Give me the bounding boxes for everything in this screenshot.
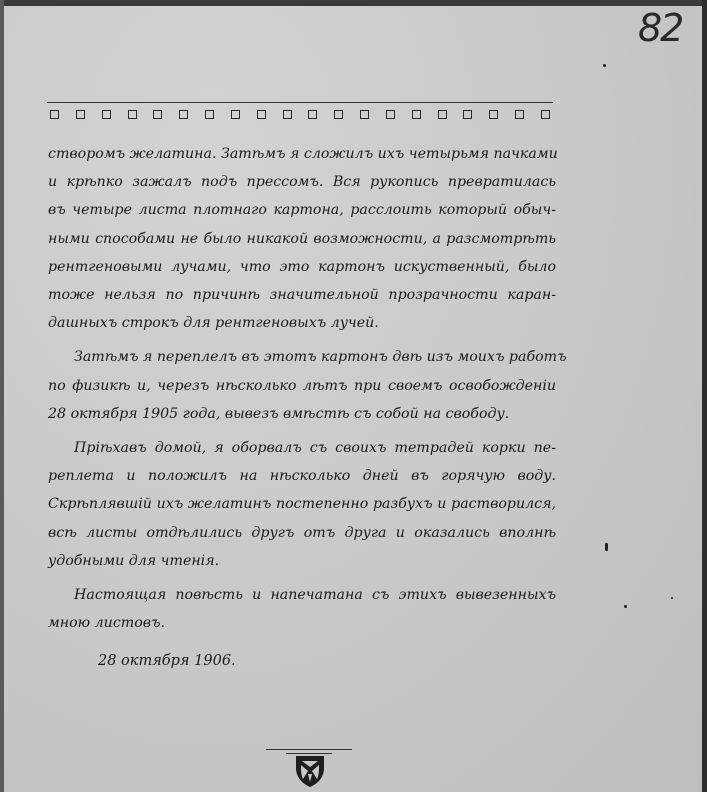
paragraph-1 xyxy=(48,140,556,337)
border-square xyxy=(334,110,343,119)
text-line: въ четыре листа плотнаго картона, расслоить который обыч- xyxy=(48,202,556,219)
border-square xyxy=(541,110,550,119)
publisher-emblem-icon xyxy=(293,754,327,788)
border-square xyxy=(205,110,214,119)
paragraph-4 xyxy=(48,581,556,637)
border-square xyxy=(128,110,137,119)
header-rule xyxy=(47,102,553,103)
date-signature: 28 октября 1906. xyxy=(98,653,236,669)
text-line: дашныхъ строкъ для рентгеновыхъ лучей. xyxy=(48,315,379,332)
body-text xyxy=(48,140,567,637)
text-line: и крѣпко зажалъ подъ прессомъ. Вся рукопись превратилась xyxy=(48,174,556,191)
text-line: Настоящая повѣсть и напечатана съ этихъ вывезенныхъ xyxy=(74,587,556,604)
border-square xyxy=(438,110,447,119)
border-square xyxy=(102,110,111,119)
text-line: удобными для чтенiя. xyxy=(48,552,220,569)
text-line: ными способами не было никакой возможности, а разсмотрѣть xyxy=(48,230,556,247)
scan-border-left xyxy=(0,0,4,792)
scan-speck xyxy=(603,64,606,67)
text-line: 28 октября 1905 года, вывезъ вмѣстѣ съ собой на свободу. xyxy=(48,405,510,422)
text-line: всѣ листы отдѣлились другъ отъ друга и оказались вполнѣ xyxy=(48,524,556,541)
text-line: Прiѣхавъ домой, я оборвалъ съ своихъ тетрадей корки пе- xyxy=(74,440,556,457)
border-square xyxy=(76,110,85,119)
scan-speck xyxy=(671,597,673,599)
border-square xyxy=(515,110,524,119)
border-square xyxy=(257,110,266,119)
border-square xyxy=(308,110,317,119)
text-line: Затѣмъ я переплелъ въ этотъ картонъ двѣ изъ моихъ работъ xyxy=(74,349,567,366)
text-line: реплета и положилъ на нѣсколько дней въ горячую воду. xyxy=(48,468,556,485)
text-line: тоже нельзя по причинѣ значительной прозрачности каран- xyxy=(48,287,556,304)
scan-border-top xyxy=(0,0,707,6)
text-line: створомъ желатина. Затѣмъ я сложилъ ихъ четырьмя пачками xyxy=(48,146,558,162)
border-square xyxy=(179,110,188,119)
scan-speck xyxy=(624,605,627,608)
border-square xyxy=(386,110,395,119)
border-square xyxy=(153,110,162,119)
text-line: Скрѣплявшiй ихъ желатинъ постепенно разбухъ и растворился, xyxy=(48,496,556,513)
border-square xyxy=(283,110,292,119)
ornament-rule xyxy=(266,749,352,750)
border-square xyxy=(50,110,59,119)
handwritten-page-number: 82 xyxy=(638,6,683,50)
border-square xyxy=(463,110,472,119)
border-square xyxy=(231,110,240,119)
scan-speck xyxy=(605,543,608,551)
paragraph-2 xyxy=(48,343,567,428)
scan-border-right xyxy=(702,0,707,792)
paragraph-3 xyxy=(48,434,556,575)
border-square xyxy=(489,110,498,119)
text-line: мною листовъ. xyxy=(48,615,165,632)
border-square xyxy=(360,110,369,119)
decorative-square-border xyxy=(50,110,550,122)
text-line: рентгеновыми лучами, что это картонъ искуственный, было xyxy=(48,258,556,275)
border-square xyxy=(412,110,421,119)
text-line: по физикѣ и, черезъ нѣсколько лѣтъ при своемъ освобожденiи xyxy=(48,377,556,394)
